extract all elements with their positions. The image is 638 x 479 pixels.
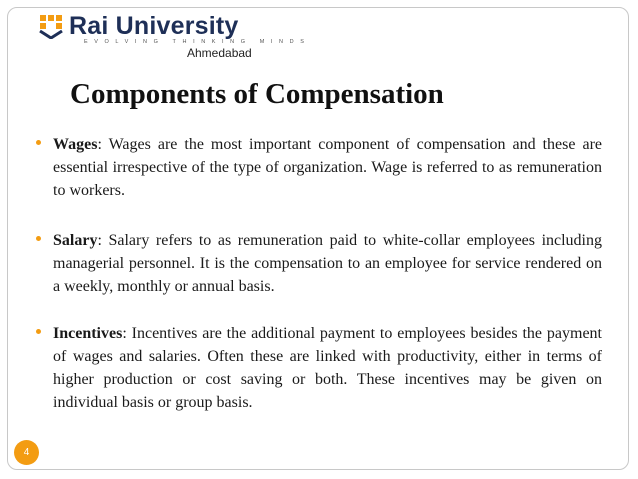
logo-city: Ahmedabad: [187, 46, 252, 60]
bullet-item-wages: [36, 133, 602, 202]
bullet-term: Wages: [53, 136, 98, 153]
bullet-description: : Salary refers to as remuneration paid to white-collar employees including managerial personnel. It is the compensation to an employee for service rendered on a weekly, monthly or annual basis.: [53, 232, 602, 295]
bullet-text: [53, 229, 602, 298]
logo-tagline: EVOLVING THINKING MINDS: [84, 39, 311, 45]
bullet-text: [53, 322, 602, 414]
logo-name: Rai University: [69, 11, 239, 40]
bullet-description: : Incentives are the additional payment to employees besides the payment of wages and salaries. Often these are linked with productivity, either in terms of higher production or cost saving or both. These incentives may be given on individual basis or group basis.: [53, 325, 602, 411]
bullet-dot-icon: [36, 236, 41, 241]
university-logo: [38, 11, 311, 62]
page-number-badge: 4: [14, 440, 39, 465]
bullet-description: : Wages are the most important component of compensation and these are essential irrespective of the type of organization. Wage is referred to as remuneration to workers.: [53, 136, 602, 199]
bullet-text: [53, 133, 602, 202]
bullet-item-incentives: [36, 322, 602, 414]
slide-title: Components of Compensation: [70, 78, 444, 110]
bullet-dot-icon: [36, 140, 41, 145]
bullet-item-salary: [36, 229, 602, 298]
logo-emblem-icon: [38, 13, 64, 39]
logo-row: [38, 12, 239, 39]
bullet-term: Salary: [53, 232, 98, 249]
bullet-dot-icon: [36, 329, 41, 334]
bullet-term: Incentives: [53, 325, 123, 342]
